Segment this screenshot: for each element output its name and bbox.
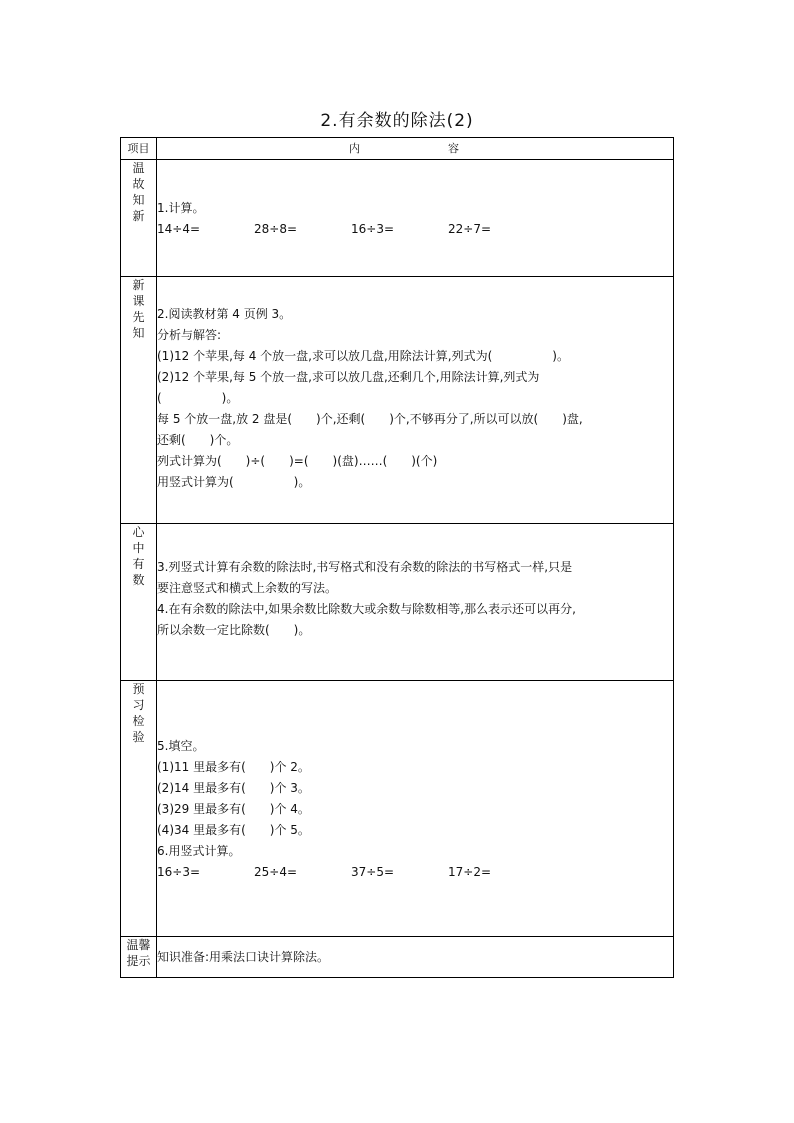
check-line: 5.填空。: [157, 739, 205, 753]
review-label: 温故知新: [121, 160, 157, 277]
calc-item: 37÷5=: [351, 865, 395, 879]
calc-item: 16÷3=: [157, 865, 201, 879]
preview-line: ( )。: [157, 391, 239, 405]
calc-item: 17÷2=: [448, 865, 492, 879]
review-calcs: [157, 219, 673, 240]
mind-content: [157, 524, 674, 681]
preview-row: [121, 277, 674, 524]
mind-line: 要注意竖式和横式上余数的写法。: [157, 581, 338, 595]
header-item: 项目: [121, 138, 157, 160]
preview-line: 分析与解答:: [157, 328, 222, 342]
check-line: (3)29 里最多有( )个 4。: [157, 802, 310, 816]
preview-line: (1)12 个苹果,每 4 个放一盘,求可以放几盘,用除法计算,列式为( )。: [157, 349, 569, 363]
check-line: (1)11 里最多有( )个 2。: [157, 760, 310, 774]
preview-line: (2)12 个苹果,每 5 个放一盘,求可以放几盘,还剩几个,用除法计算,列式为: [157, 370, 540, 384]
tips-text: 知识准备:用乘法口诀计算除法。: [157, 949, 330, 964]
preview-label: 新课先知: [121, 277, 157, 524]
tips-content: [157, 937, 674, 978]
preview-line: 2.阅读教材第 4 页例 3。: [157, 307, 292, 321]
mind-label: 心中有数: [121, 524, 157, 681]
preview-line: 列式计算为( )÷( )=( )(盘)……( )(个): [157, 454, 438, 468]
header-content: 内 容: [157, 138, 674, 160]
check-label: 预习检验: [121, 681, 157, 937]
check-line: 6.用竖式计算。: [157, 844, 241, 858]
mind-line: 所以余数一定比除数( )。: [157, 623, 311, 637]
worksheet-table: [120, 137, 674, 978]
mind-line: 4.在有余数的除法中,如果余数比除数大或余数与除数相等,那么表示还可以再分,: [157, 602, 576, 616]
check-line: (2)14 里最多有( )个 3。: [157, 781, 310, 795]
check-row: [121, 681, 674, 937]
check-calcs: [157, 862, 673, 883]
calc-item: 22÷7=: [448, 222, 492, 236]
review-row: [121, 160, 674, 277]
review-question: 1.计算。: [157, 201, 205, 215]
preview-content: [157, 277, 674, 524]
page-title: 2.有余数的除法(2): [320, 111, 474, 131]
mind-row: [121, 524, 674, 681]
preview-line: 每 5 个放一盘,放 2 盘是( )个,还剩( )个,不够再分了,所以可以放( )盘,: [157, 412, 583, 426]
calc-item: 28÷8=: [254, 222, 298, 236]
tips-label: 温馨提示: [121, 937, 157, 978]
preview-line: 还剩( )个。: [157, 433, 239, 447]
header-row: [121, 138, 674, 160]
preview-line: 用竖式计算为( )。: [157, 475, 311, 489]
review-content: [157, 160, 674, 277]
check-content: [157, 681, 674, 937]
calc-item: 16÷3=: [351, 222, 395, 236]
mind-line: 3.列竖式计算有余数的除法时,书写格式和没有余数的除法的书写格式一样,只是: [157, 560, 573, 574]
check-line: (4)34 里最多有( )个 5。: [157, 823, 310, 837]
tips-row: [121, 937, 674, 978]
calc-item: 14÷4=: [157, 222, 201, 236]
calc-item: 25÷4=: [254, 865, 298, 879]
